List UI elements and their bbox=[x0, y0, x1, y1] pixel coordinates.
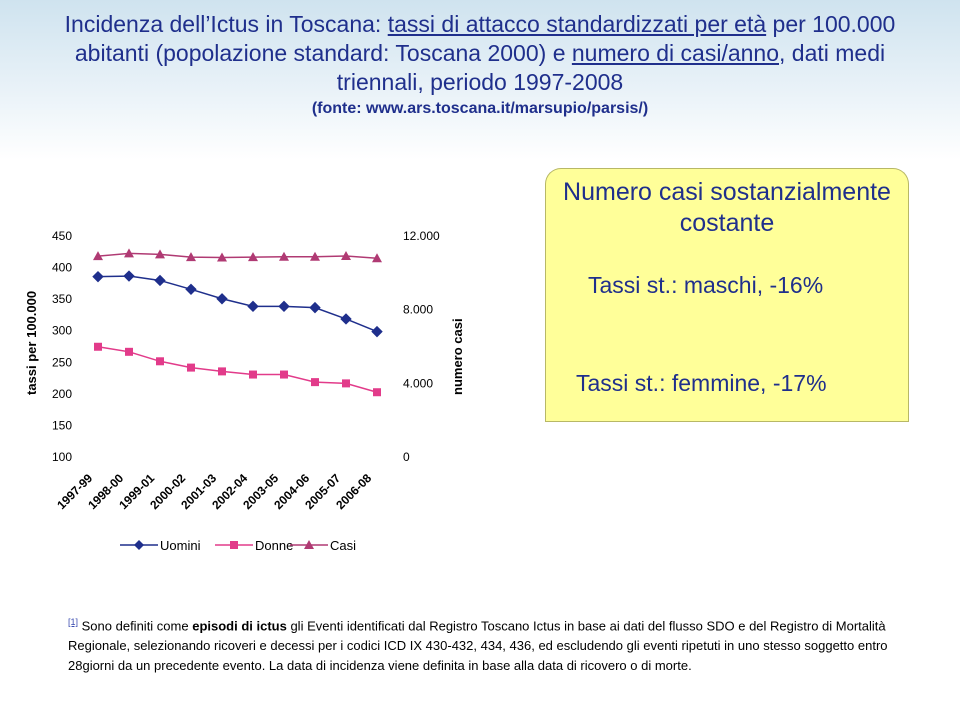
x-tick-label: 2001-03 bbox=[178, 471, 220, 513]
footnote-bold: episodi di ictus bbox=[192, 618, 287, 634]
point-uomini bbox=[155, 275, 165, 285]
x-tick-label: 1997-99 bbox=[54, 471, 96, 513]
right-tick-label: 12.000 bbox=[403, 229, 440, 243]
left-tick-label: 400 bbox=[51, 260, 72, 275]
left-axis-ticks bbox=[52, 229, 72, 464]
point-uomini bbox=[310, 303, 320, 313]
left-tick-label: 450 bbox=[51, 229, 72, 243]
point-donne bbox=[218, 367, 226, 375]
x-axis-ticks bbox=[54, 471, 374, 512]
x-tick-label: 2003-05 bbox=[240, 471, 282, 513]
point-donne bbox=[342, 379, 350, 387]
x-tick-label: 2005-07 bbox=[302, 471, 344, 513]
point-uomini bbox=[124, 271, 134, 281]
series-line-casi bbox=[98, 253, 377, 258]
right-tick-label: 8.000 bbox=[403, 302, 434, 317]
right-tick-label: 4.000 bbox=[403, 376, 434, 391]
x-tick-label: 2006-08 bbox=[333, 471, 375, 513]
point-donne bbox=[125, 348, 133, 356]
title-text-2: per 100.000 abitanti (popolazione standard: Toscana 2000) e bbox=[74, 11, 896, 66]
left-tick-label: 350 bbox=[51, 292, 72, 307]
point-donne bbox=[187, 364, 195, 372]
footnote-text-1: Sono definiti come bbox=[81, 618, 193, 634]
callout-cases bbox=[545, 168, 909, 240]
x-tick-label: 1998-00 bbox=[85, 471, 127, 513]
legend-label: Donne bbox=[255, 538, 294, 553]
legend-marker bbox=[134, 540, 144, 550]
left-tick-label: 100 bbox=[51, 450, 72, 464]
point-donne bbox=[249, 371, 257, 379]
legend bbox=[120, 538, 356, 553]
callout-cases-text: Numero casi sostanzialmente costante bbox=[563, 178, 891, 237]
y-axis-label: tassi per 100.000 bbox=[24, 290, 39, 395]
point-donne bbox=[373, 388, 381, 396]
left-tick-label: 250 bbox=[51, 355, 72, 370]
title-text: Incidenza dell’Ictus in Toscana: bbox=[64, 11, 388, 37]
left-tick-label: 150 bbox=[51, 418, 72, 433]
y2-axis-label: numero casi bbox=[450, 318, 465, 395]
x-tick-label: 2002-04 bbox=[209, 471, 251, 513]
point-uomini bbox=[186, 284, 196, 294]
point-uomini bbox=[279, 301, 289, 311]
legend-label: Casi bbox=[330, 538, 357, 553]
point-uomini bbox=[93, 272, 103, 282]
x-tick-label: 1999-01 bbox=[116, 471, 158, 513]
footnote-marker[interactable]: [1] bbox=[68, 617, 79, 627]
point-uomini bbox=[341, 314, 351, 324]
left-tick-label: 200 bbox=[51, 386, 72, 401]
callout-femmine-text: Tassi st.: femmine, -17% bbox=[576, 370, 827, 396]
point-donne bbox=[94, 343, 102, 351]
series-group bbox=[93, 248, 382, 396]
callout-maschi-text: Tassi st.: maschi, -16% bbox=[588, 272, 824, 298]
point-donne bbox=[156, 357, 164, 365]
legend-marker bbox=[230, 541, 238, 549]
legend-label: Uomini bbox=[160, 538, 201, 553]
x-tick-label: 2004-06 bbox=[271, 471, 313, 513]
point-uomini bbox=[372, 327, 382, 337]
x-tick-label: 2000-02 bbox=[147, 471, 189, 513]
point-donne bbox=[311, 378, 319, 386]
title-text-3: , dati medi triennali, periodo 1997-2008 bbox=[336, 40, 886, 95]
point-uomini bbox=[217, 294, 227, 304]
source-note: (fonte: www.ars.toscana.it/marsupio/parsis/) bbox=[311, 100, 649, 117]
point-donne bbox=[280, 371, 288, 379]
footnote bbox=[68, 612, 888, 676]
left-tick-label: 300 bbox=[51, 323, 72, 338]
title-link-rates: tassi di attacco standardizzati per età bbox=[387, 11, 767, 37]
footnote-text-2: gli Eventi identificati dal Registro Toscano Ictus in base ai dati del flusso SDO e del Registro di Mortalità Regionale, selezionando ricoveri e decessi per i codici ICD IX 430-432, 434, 436, ed escludendo gli eventi ripetuti in uno stesso soggetto entro 28giorni da un precedente evento. La data di incidenza viene definita in base alla data di ricovero o di morte. bbox=[68, 618, 888, 674]
series-line-uomini bbox=[98, 276, 377, 332]
point-uomini bbox=[248, 301, 258, 311]
title-link-cases: numero di casi/anno bbox=[571, 40, 779, 66]
right-axis-ticks bbox=[403, 229, 440, 464]
right-tick-label: 0 bbox=[403, 450, 410, 464]
callout-rates bbox=[545, 240, 909, 422]
series-line-donne bbox=[98, 347, 377, 392]
